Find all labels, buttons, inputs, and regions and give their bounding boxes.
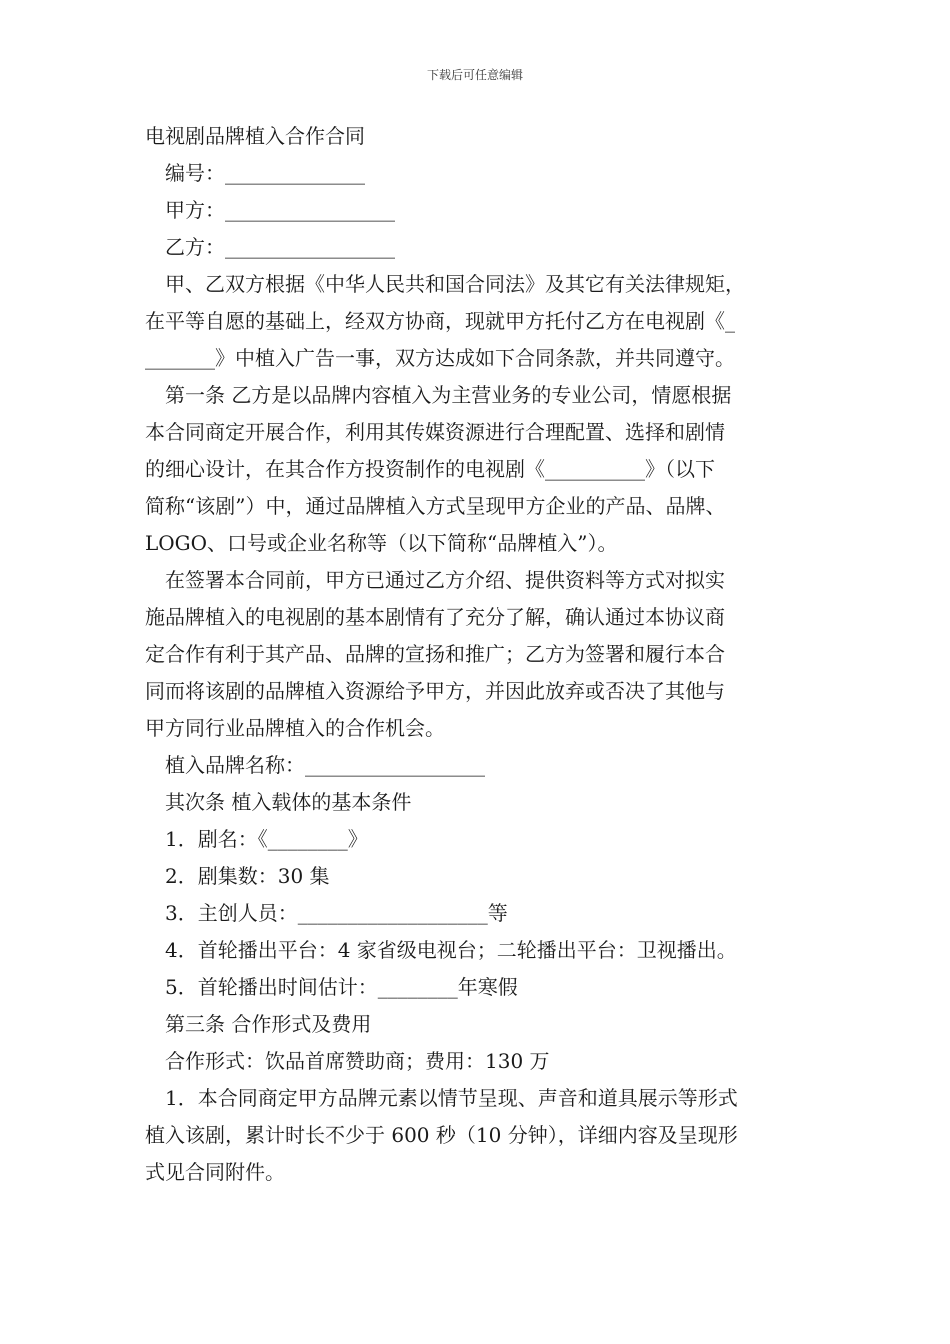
article-1-line: 的细心设计，在其合作方投资制作的电视剧《__________》（以下 [145,457,715,481]
article-3-item-1-line: 式见合同附件。 [145,1160,285,1184]
article-1-line: 本合同商定开展合作，利用其传媒资源进行合理配置、选择和剧情 [145,420,725,444]
preamble-paragraph [145,266,825,377]
party-a-field: 甲方：_________________ [165,198,395,222]
article-3-form: 合作形式：饮品首席赞助商；费用：130 万 [165,1049,550,1073]
article-1-para2-line: 甲方同行业品牌植入的合作机会。 [145,716,445,740]
preamble-line: 在平等自愿的基础上，经双方协商，现就甲方托付乙方在电视剧《_ [145,309,735,333]
article-1-paragraph-2 [145,562,825,747]
article-3-item-1 [145,1080,825,1191]
article-1-line: 简称“该剧”）中，通过品牌植入方式呈现甲方企业的产品、品牌、 [145,494,726,518]
article-3-heading: 第三条 合作形式及费用 [165,1012,372,1036]
article-2-item: 1．剧名：《________》 [165,827,368,851]
party-b-field: 乙方：_________________ [165,235,395,259]
document-title: 电视剧品牌植入合作合同 [145,124,365,148]
article-1-para2-line: 定合作有利于其产品、品牌的宣扬和推广；乙方为签署和履行本合 [145,642,725,666]
article-1-para2-line: 在签署本合同前，甲方已通过乙方介绍、提供资料等方式对拟实 [165,568,725,592]
header-note: 下载后可任意编辑 [426,68,523,82]
article-1-para2-line: 施品牌植入的电视剧的基本剧情有了充分了解，确认通过本协议商 [145,605,725,629]
article-2-list [145,821,825,1006]
preamble-line: _______》中植入广告一事，双方达成如下合同条款，并共同遵守。 [145,346,735,370]
document-body [145,118,825,1191]
article-2-item: 4．首轮播出平台：4 家省级电视台；二轮播出平台：卫视播出。 [165,938,737,962]
article-1-line: LOGO、口号或企业名称等（以下简称“品牌植入”）。 [145,531,618,555]
article-1-para2-line: 同而将该剧的品牌植入资源给予甲方，并因此放弃或否决了其他与 [145,679,725,703]
article-2-item: 2．剧集数：30 集 [165,864,330,888]
brand-name-field: 植入品牌名称：__________________ [165,753,485,777]
article-1-line: 第一条 乙方是以品牌内容植入为主营业务的专业公司，情愿根据 [165,383,732,407]
preamble-line: 甲、乙双方根据《中华人民共和国合同法》及其它有关法律规矩， [165,272,745,296]
article-3-item-1-line: 1．本合同商定甲方品牌元素以情节呈现、声音和道具展示等形式 [165,1086,738,1110]
article-1-paragraph [145,377,825,562]
article-3-item-1-line: 植入该剧，累计时长不少于 600 秒（10 分钟），详细内容及呈现形 [145,1123,738,1147]
contract-number-field: 编号：______________ [165,161,365,185]
article-2-item: 3．主创人员：___________________等 [165,901,508,925]
article-2-heading: 其次条 植入载体的基本条件 [165,790,412,814]
article-2-item: 5．首轮播出时间估计：________年寒假 [165,975,518,999]
